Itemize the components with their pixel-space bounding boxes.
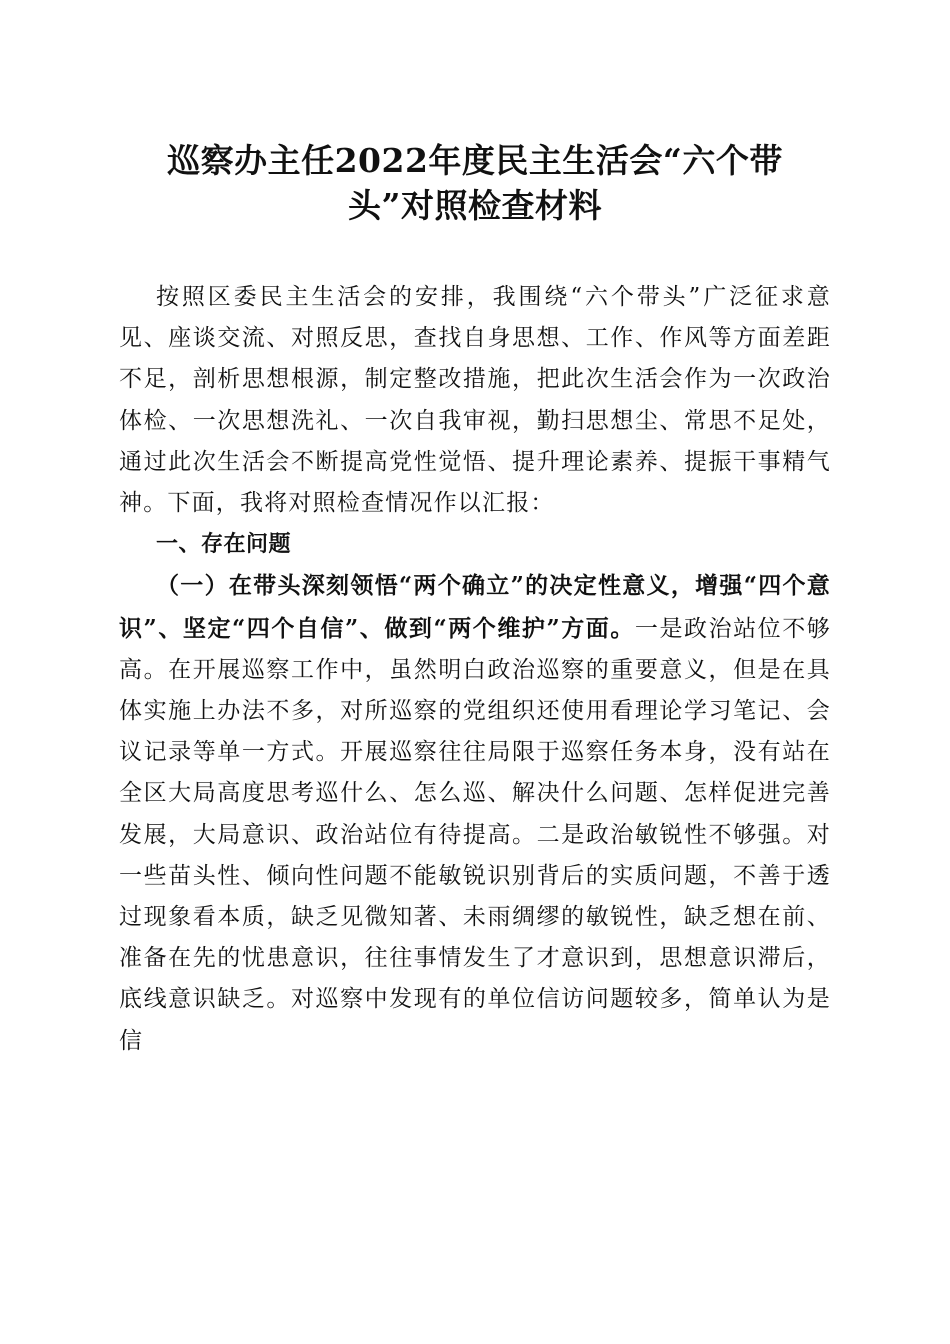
- subsection-paragraph: [119, 565, 831, 1061]
- section-heading-problems: 一、存在问题: [156, 532, 292, 558]
- subsection-body: 一是政治站位不够高。在开展巡察工作中，虽然明白政治巡察的重要意义，但是在具体实施上办法不多，对所巡察的党组织还使用看理论学习笔记、会议记录等单一方式。开展巡察往往局限于巡察任务本身，没有站在全区大局高度思考巡什么、怎么巡、解决什么问题、怎样促进完善发展，大局意识、政治站位有待提高。二是政治敏锐性不够强。对一些苗头性、倾向性问题不能敏锐识别背后的实质问题，不善于透过现象看本质，缺乏见微知著、未雨绸缪的敏锐性，缺乏想在前、准备在先的忧患意识，往往事情发生了才意识到，思想意识滞后，底线意识缺乏。对巡察中发现有的单位信访问题较多，简单认为是信: [119, 615, 831, 1054]
- title-line-1: 巡察办主任2022年度民主生活会“六个带: [167, 141, 783, 180]
- subsection-heading: （一）在带头深刻领悟“两个确立”的决定性意义，增强“四个意识”、坚定“四个自信”、做到“两个维护”方面。: [119, 572, 831, 642]
- document-title: [120, 138, 830, 228]
- intro-paragraph: 按照区委民主生活会的安排，我围绕“六个带头”广泛征求意见、座谈交流、对照反思，查找自身思想、工作、作风等方面差距不足，剖析思想根源，制定整改措施，把此次生活会作为一次政治体检、一次思想洗礼、一次自我审视，勤扫思想尘、常思不足处，通过此次生活会不断提高党性觉悟、提升理论素养、提振干事精气神。下面，我将对照检查情况作以汇报：: [119, 284, 831, 517]
- title-line-2: 头”对照检查材料: [348, 186, 602, 225]
- document-body: [119, 277, 831, 1062]
